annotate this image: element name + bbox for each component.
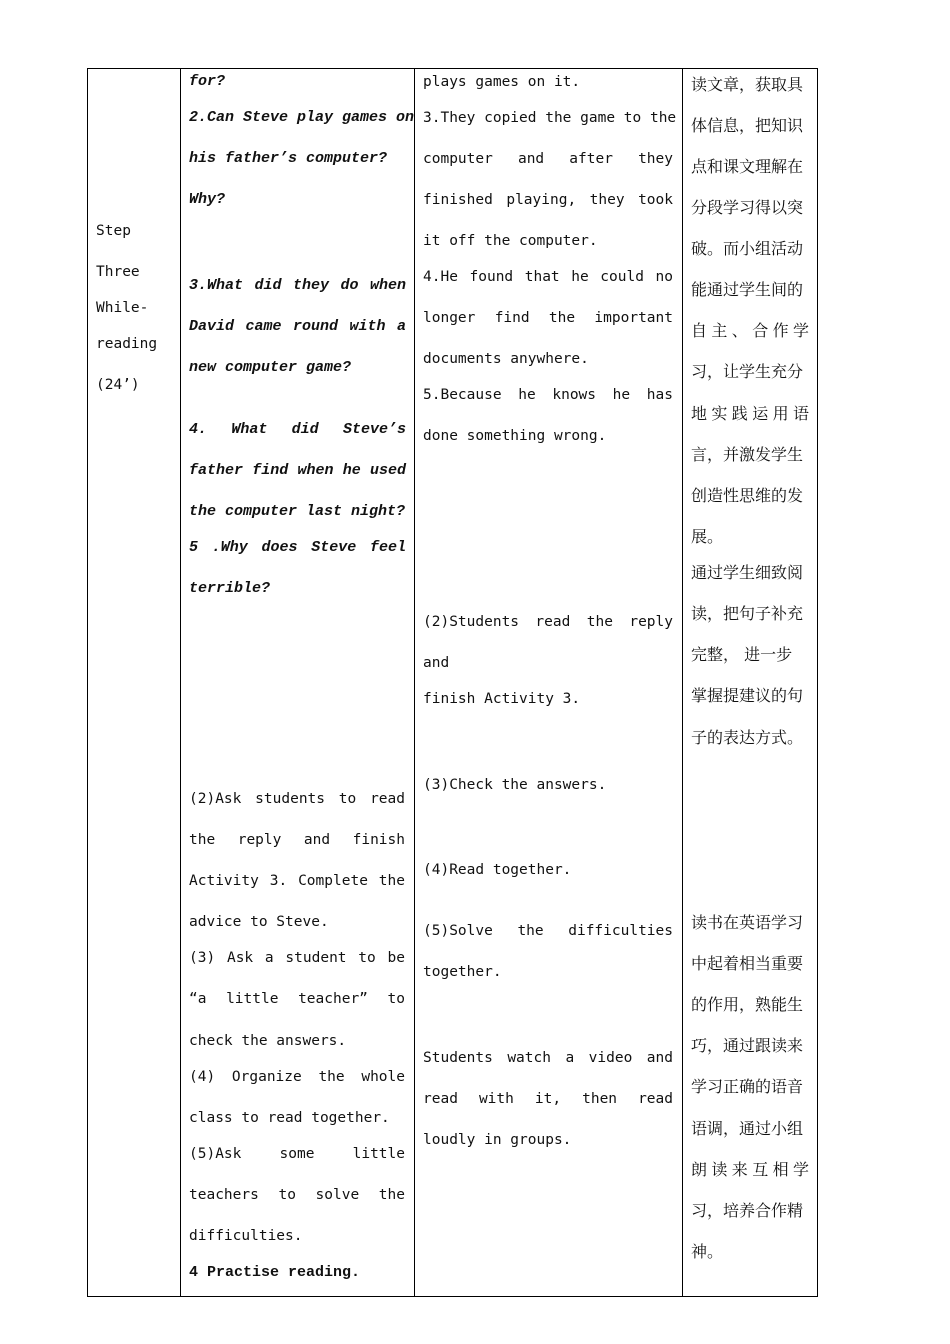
step-stage: While-	[96, 300, 149, 316]
student-step-5-line: (5)Solve the difficulties	[423, 923, 673, 939]
purpose-1-line: 破。而小组活动	[691, 239, 804, 258]
purpose-1-line: 展。	[691, 527, 724, 546]
answer-5-line: 5.Because he knows he has	[423, 387, 673, 403]
column-divider	[414, 69, 415, 1296]
question-2-line: 2.Can Steve play games on	[189, 109, 415, 126]
answer-4-line: documents anywhere.	[423, 351, 589, 367]
purpose-3-line: 习，培养合作精	[691, 1201, 804, 1220]
activity-2-line: (2)Ask students to read	[189, 791, 405, 807]
purpose-1-line: 分段学习得以突	[691, 198, 804, 217]
purpose-2-line: 通过学生细致阅	[691, 563, 804, 582]
purpose-1-line: 自主、合作学	[691, 321, 809, 340]
purpose-1-line: 体信息，把知识	[691, 116, 804, 135]
column-divider	[682, 69, 683, 1296]
purpose-3-line: 中起着相当重要	[691, 954, 804, 973]
activity-3-line: “a little teacher” to	[189, 991, 405, 1007]
answer-4-line: 4.He found that he could no	[423, 269, 673, 285]
question-3-line: David came round with a	[189, 318, 406, 335]
purpose-1-line: 言，并激发学生	[691, 445, 804, 464]
student-step-2-line: and	[423, 655, 450, 671]
question-2-line: his father’s computer?	[189, 150, 388, 167]
question-4-line: 4. What did Steve’s	[189, 421, 406, 438]
activity-2-line: advice to Steve.	[189, 914, 329, 930]
answer-3-line: computer and after they	[423, 151, 673, 167]
step-duration: (24’)	[96, 377, 140, 393]
purpose-1-line: 点和课文理解在	[691, 157, 804, 176]
purpose-3-line: 的作用，熟能生	[691, 995, 804, 1014]
student-step-3: (3)Check the answers.	[423, 777, 607, 793]
activity-4-line: class to read together.	[189, 1110, 390, 1126]
section-heading: 4 Practise reading.	[189, 1264, 361, 1281]
step-stage-cont: reading	[96, 336, 158, 352]
purpose-1-line: 习，让学生充分	[691, 362, 804, 381]
purpose-3-line: 巧，通过跟读来	[691, 1036, 804, 1055]
question-2-line: Why?	[189, 191, 226, 208]
activity-5-line: (5)Ask some little	[189, 1146, 405, 1162]
purpose-2-line: 子的表达方式。	[691, 728, 804, 747]
step-label: Step	[96, 223, 131, 239]
purpose-3-line: 朗读来互相学	[691, 1160, 809, 1179]
video-step-line: loudly in groups.	[423, 1132, 572, 1148]
question-5-line: terrible?	[189, 580, 271, 597]
activity-2-line: the reply and finish	[189, 832, 405, 848]
purpose-2-line: 读，把句子补充	[691, 604, 804, 623]
answer-5-line: done something wrong.	[423, 428, 607, 444]
video-step-line: read with it, then read	[423, 1091, 673, 1107]
question-4-line: the computer last night?	[189, 503, 406, 520]
question-5-line: 5 .Why does Steve feel	[189, 539, 406, 556]
question-3-line: new computer game?	[189, 359, 352, 376]
purpose-3-line: 读书在英语学习	[691, 913, 804, 932]
purpose-3-line: 语调，通过小组	[691, 1119, 804, 1138]
activity-4-line: (4) Organize the whole	[189, 1069, 405, 1085]
purpose-1-line: 能通过学生间的	[691, 280, 804, 299]
purpose-1-line: 读文章，获取具	[691, 75, 804, 94]
purpose-3-line: 神。	[691, 1242, 724, 1261]
student-step-5-line: together.	[423, 964, 502, 980]
purpose-1-line: 地实践运用语	[691, 404, 809, 423]
student-step-2-line: finish Activity 3.	[423, 691, 581, 707]
step-number: Three	[96, 264, 140, 280]
answer-3-line: it off the computer.	[423, 233, 598, 249]
question-text: for?	[189, 73, 226, 90]
purpose-2-line: 完整， 进一步	[691, 645, 793, 664]
purpose-2-line: 掌握提建议的句	[691, 686, 804, 705]
video-step-line: Students watch a video and	[423, 1050, 673, 1066]
activity-3-line: (3) Ask a student to be	[189, 950, 405, 966]
question-4-line: father find when he used	[189, 462, 406, 479]
question-3-line: 3.What did they do when	[189, 277, 406, 294]
purpose-1-line: 创造性思维的发	[691, 486, 804, 505]
answer-line: plays games on it.	[423, 74, 581, 90]
answer-3-line: finished playing, they took	[423, 192, 673, 208]
purpose-3-line: 学习正确的语音	[691, 1077, 804, 1096]
activity-2-line: Activity 3. Complete the	[189, 873, 405, 889]
student-step-2-line: (2)Students read the reply	[423, 614, 673, 630]
activity-5-line: teachers to solve the	[189, 1187, 405, 1203]
answer-3-line: 3.They copied the game to the	[423, 110, 677, 126]
activity-3-line: check the answers.	[189, 1033, 347, 1049]
student-step-4: (4)Read together.	[423, 862, 572, 878]
answer-4-line: longer find the important	[423, 310, 673, 326]
column-divider	[180, 69, 181, 1296]
activity-5-line: difficulties.	[189, 1228, 303, 1244]
